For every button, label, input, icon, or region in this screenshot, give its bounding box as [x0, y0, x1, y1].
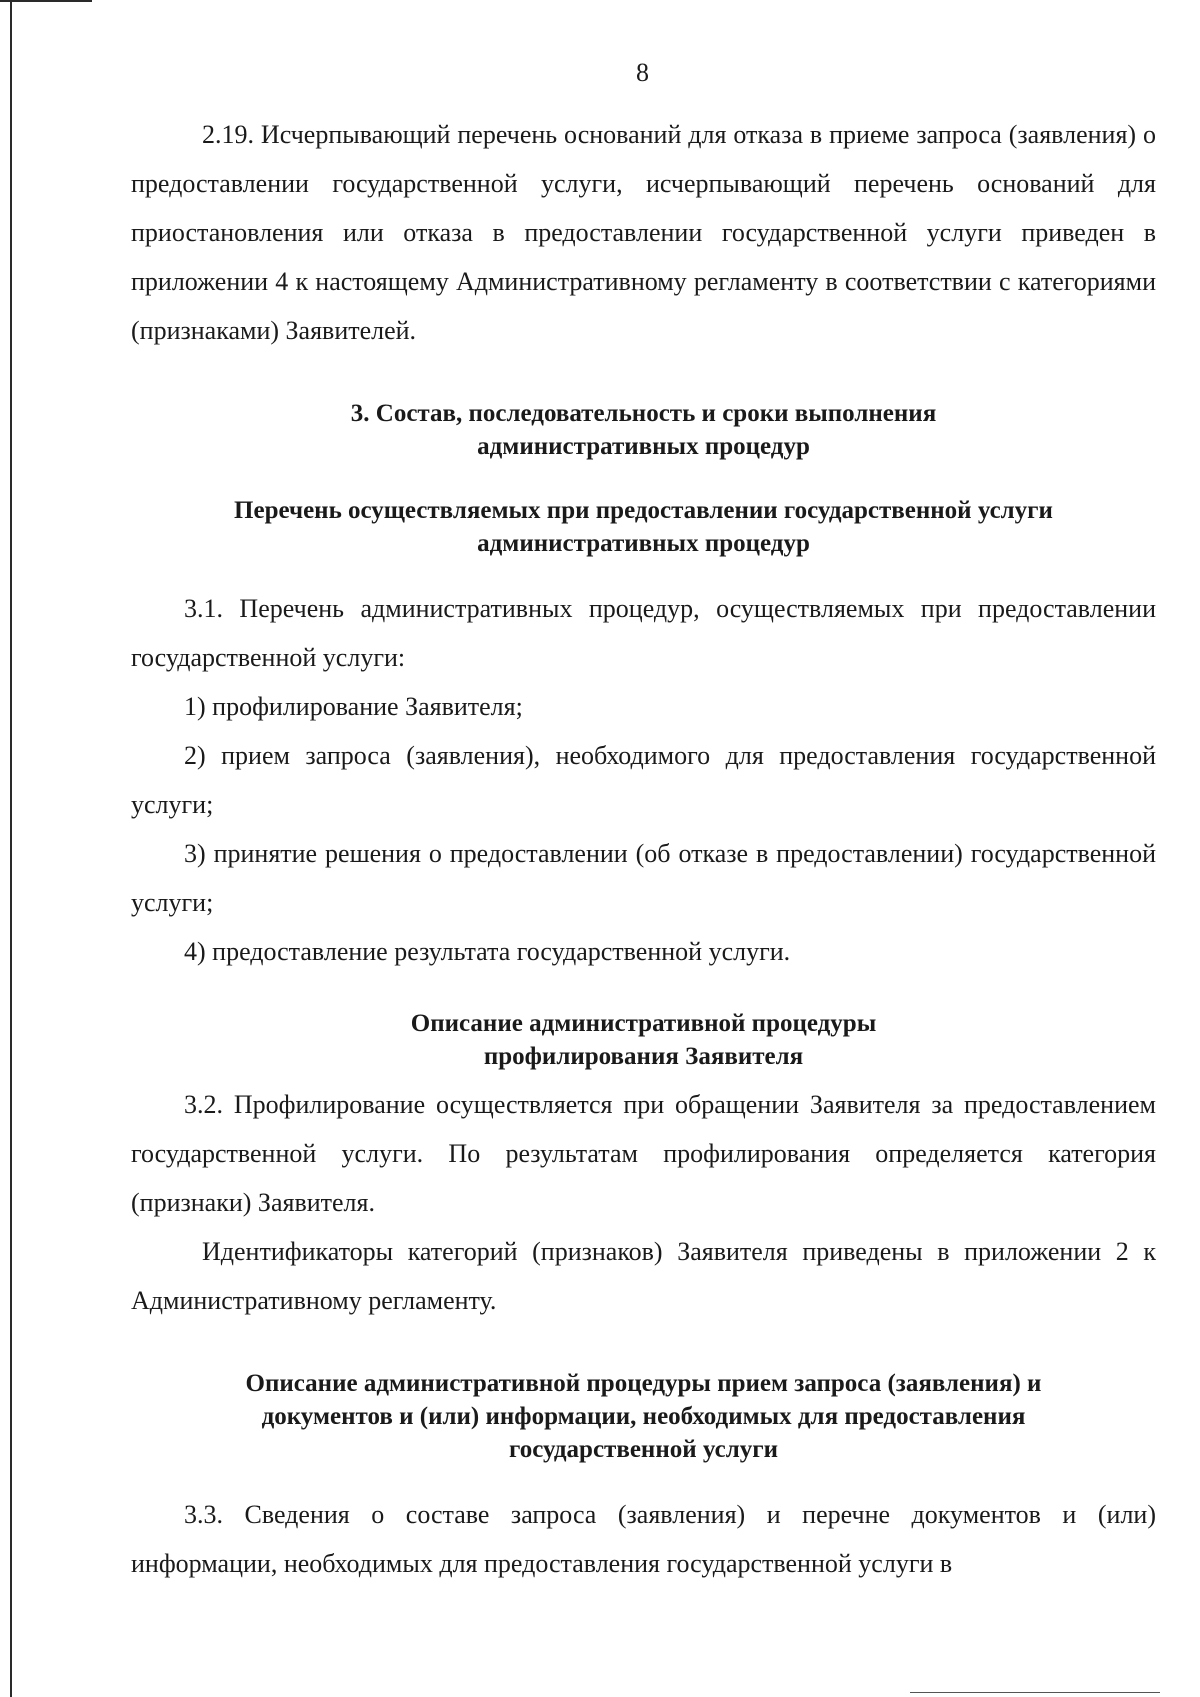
- section-3-heading-line2: административных процедур: [477, 433, 810, 460]
- reception-heading-line1: Описание административной процедуры прием запроса (заявления) и: [245, 1370, 1042, 1397]
- procedure-item-4: 4) предоставление результата государственной услуги.: [184, 937, 791, 966]
- reception-heading-line2: документов и (или) информации, необходимых для предоставления: [261, 1403, 1026, 1430]
- page-number: 8: [636, 58, 649, 87]
- procedure-item-1: 1) профилирование Заявителя;: [184, 692, 523, 721]
- scan-border-bottom: [910, 1692, 1160, 1693]
- paragraph-identifiers: Идентификаторы категорий (признаков) Заявителя приведены в приложении 2 к Административному регламенту.: [131, 1237, 1156, 1315]
- scan-border-top: [0, 0, 92, 2]
- procedures-list-heading: [131, 494, 1156, 560]
- paragraph-3-3: 3.3. Сведения о составе запроса (заявления) и перечне документов и (или) информации, необходимых для предоставления государственной услуги в: [131, 1500, 1156, 1578]
- reception-heading-line3: государственной услуги: [508, 1436, 779, 1463]
- profiling-heading-line2: профилирования Заявителя: [483, 1043, 804, 1070]
- scan-border-left: [10, 0, 12, 1697]
- reception-heading: [131, 1367, 1156, 1466]
- paragraph-2-19: 2.19. Исчерпывающий перечень оснований для отказа в приеме запроса (заявления) о предоставлении государственной услуги, исчерпывающий перечень оснований для приостановления или отказа в предоставлении государственной услуги приведен в приложении 4 к настоящему Административному регламенту в соответствии с категориями (признаками) Заявителей.: [131, 120, 1156, 345]
- document-body: [131, 110, 1156, 1588]
- profiling-heading: [131, 1007, 1156, 1073]
- paragraph-3-1: 3.1. Перечень административных процедур, осуществляемых при предоставлении государственной услуги:: [131, 594, 1156, 672]
- procedure-item-2: 2) прием запроса (заявления), необходимого для предоставления государственной услуги;: [131, 741, 1156, 819]
- procedure-item-3: 3) принятие решения о предоставлении (об отказе в предоставлении) государственной услуги;: [131, 839, 1156, 917]
- section-3-heading: [131, 397, 1156, 463]
- procedures-list-heading-line1: Перечень осуществляемых при предоставлении государственной услуги: [234, 497, 1053, 524]
- section-3-heading-line1: 3. Состав, последовательность и сроки выполнения: [350, 400, 937, 427]
- profiling-heading-line1: Описание административной процедуры: [410, 1010, 877, 1037]
- procedures-list-heading-line2: административных процедур: [477, 530, 810, 557]
- paragraph-3-2: 3.2. Профилирование осуществляется при обращении Заявителя за предоставлением государственной услуги. По результатам профилирования определяется категория (признаки) Заявителя.: [131, 1090, 1156, 1217]
